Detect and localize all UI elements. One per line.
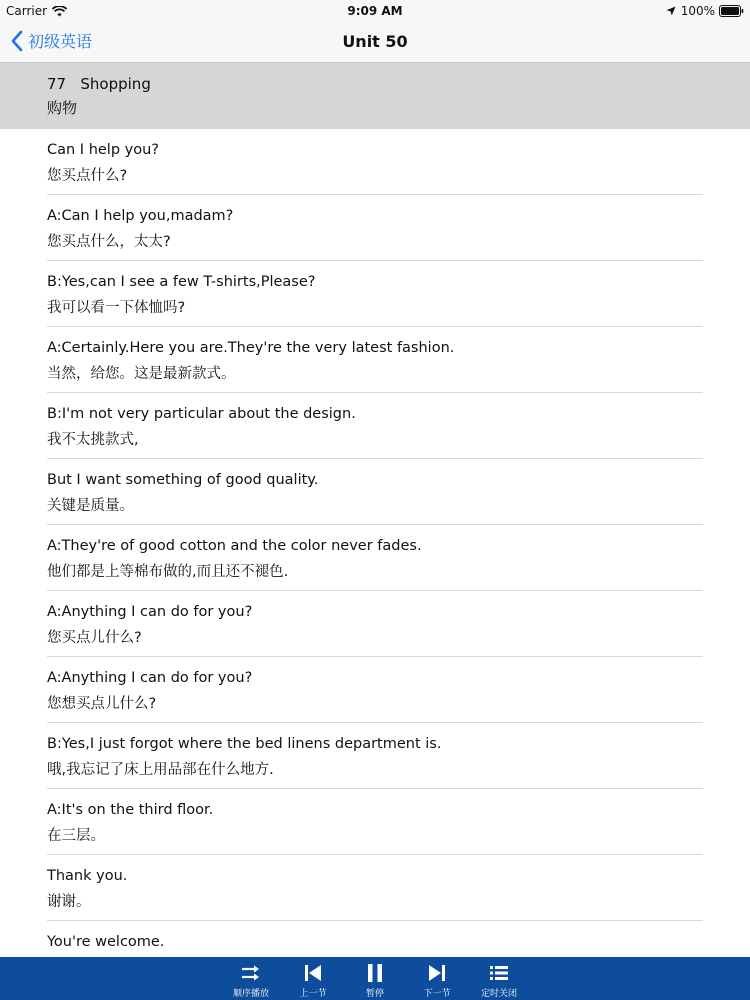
sentence-en: A:Anything I can do for you? (47, 604, 253, 620)
battery-icon (719, 5, 744, 17)
sentence-row[interactable] (47, 723, 703, 789)
sentence-cn: 他们都是上等棉布做的,而且还不褪色. (47, 564, 289, 580)
sentence-row[interactable] (47, 393, 703, 459)
sentence-en: B:Yes,I just forgot where the bed linens department is. (47, 736, 442, 752)
sentence-row[interactable] (47, 195, 703, 261)
navigation-bar (0, 22, 750, 63)
sentence-cn: 谢谢。 (47, 894, 91, 910)
sentence-en: Thank you. (47, 868, 128, 884)
skip-next-icon (426, 957, 448, 983)
sequential-play-icon (240, 957, 262, 983)
timer-close-button[interactable] (468, 957, 530, 1000)
battery-percent: 100% (680, 4, 715, 18)
sentence-cn: 关键是质量。 (47, 498, 134, 514)
sentence-row[interactable] (47, 129, 703, 195)
sentence-en: A:Certainly.Here you are.They're the very latest fashion. (47, 340, 455, 356)
sentence-cn: 您买点什么? (47, 168, 128, 184)
sentence-row[interactable] (47, 657, 703, 723)
next-button[interactable] (406, 957, 468, 1000)
sentence-cn: 您想买点儿什么? (47, 696, 157, 712)
status-time: 9:09 AM (347, 4, 403, 18)
next-label: 下一节 (423, 989, 451, 999)
pause-button[interactable] (344, 957, 406, 1000)
location-arrow-icon (666, 6, 676, 16)
sentence-en: A:Can I help you,madam? (47, 208, 234, 224)
back-label: 初级英语 (28, 32, 93, 51)
sentence-en: Can I help you? (47, 142, 159, 158)
sentence-cn: 您买点什么，太太? (47, 234, 171, 250)
sentence-en: A:It's on the third floor. (47, 802, 214, 818)
sentence-row[interactable] (47, 921, 703, 957)
timer-close-label: 定时关闭 (480, 989, 517, 999)
playback-toolbar (0, 957, 750, 1000)
status-bar (0, 0, 750, 22)
sentence-row[interactable] (47, 591, 703, 657)
sentence-cn: 您买点儿什么? (47, 630, 142, 646)
sentence-row[interactable] (47, 525, 703, 591)
sentence-en: A:They're of good cotton and the color never fades. (47, 538, 422, 554)
status-right (666, 4, 744, 18)
sentence-cn: 哦,我忘记了床上用品部在什么地方. (47, 762, 274, 778)
sentence-en: B:Yes,can I see a few T-shirts,Please? (47, 274, 316, 290)
sentence-row[interactable] (47, 459, 703, 525)
sentence-row[interactable] (47, 327, 703, 393)
sentence-cn: 我可以看一下体恤吗? (47, 300, 186, 316)
lesson-title-en: 77 Shopping (47, 75, 151, 93)
sentence-list[interactable] (0, 129, 750, 957)
pause-label: 暂停 (365, 989, 384, 999)
order-play-button[interactable] (220, 957, 282, 1000)
order-play-label: 顺序播放 (232, 989, 269, 999)
sentence-row[interactable] (47, 855, 703, 921)
pause-icon (364, 957, 386, 983)
page-title: Unit 50 (342, 32, 408, 51)
sentence-en: You're welcome. (47, 934, 165, 950)
previous-button[interactable] (282, 957, 344, 1000)
sentence-cn: 在三层。 (47, 828, 105, 844)
sentence-cn: 当然，给您。这是最新款式。 (47, 366, 236, 382)
lesson-title-cn: 购物 (47, 99, 78, 117)
lesson-header (0, 63, 750, 129)
list-timer-icon (488, 957, 510, 983)
sentence-row[interactable] (47, 261, 703, 327)
sentence-row[interactable] (47, 789, 703, 855)
sentence-en: B:I'm not very particular about the design. (47, 406, 356, 422)
sentence-en: But I want something of good quality. (47, 472, 319, 488)
skip-previous-icon (302, 957, 324, 983)
carrier-label: Carrier (6, 4, 48, 18)
sentence-cn: 我不太挑款式, (47, 432, 139, 448)
previous-label: 上一节 (299, 989, 327, 999)
sentence-en: A:Anything I can do for you? (47, 670, 253, 686)
